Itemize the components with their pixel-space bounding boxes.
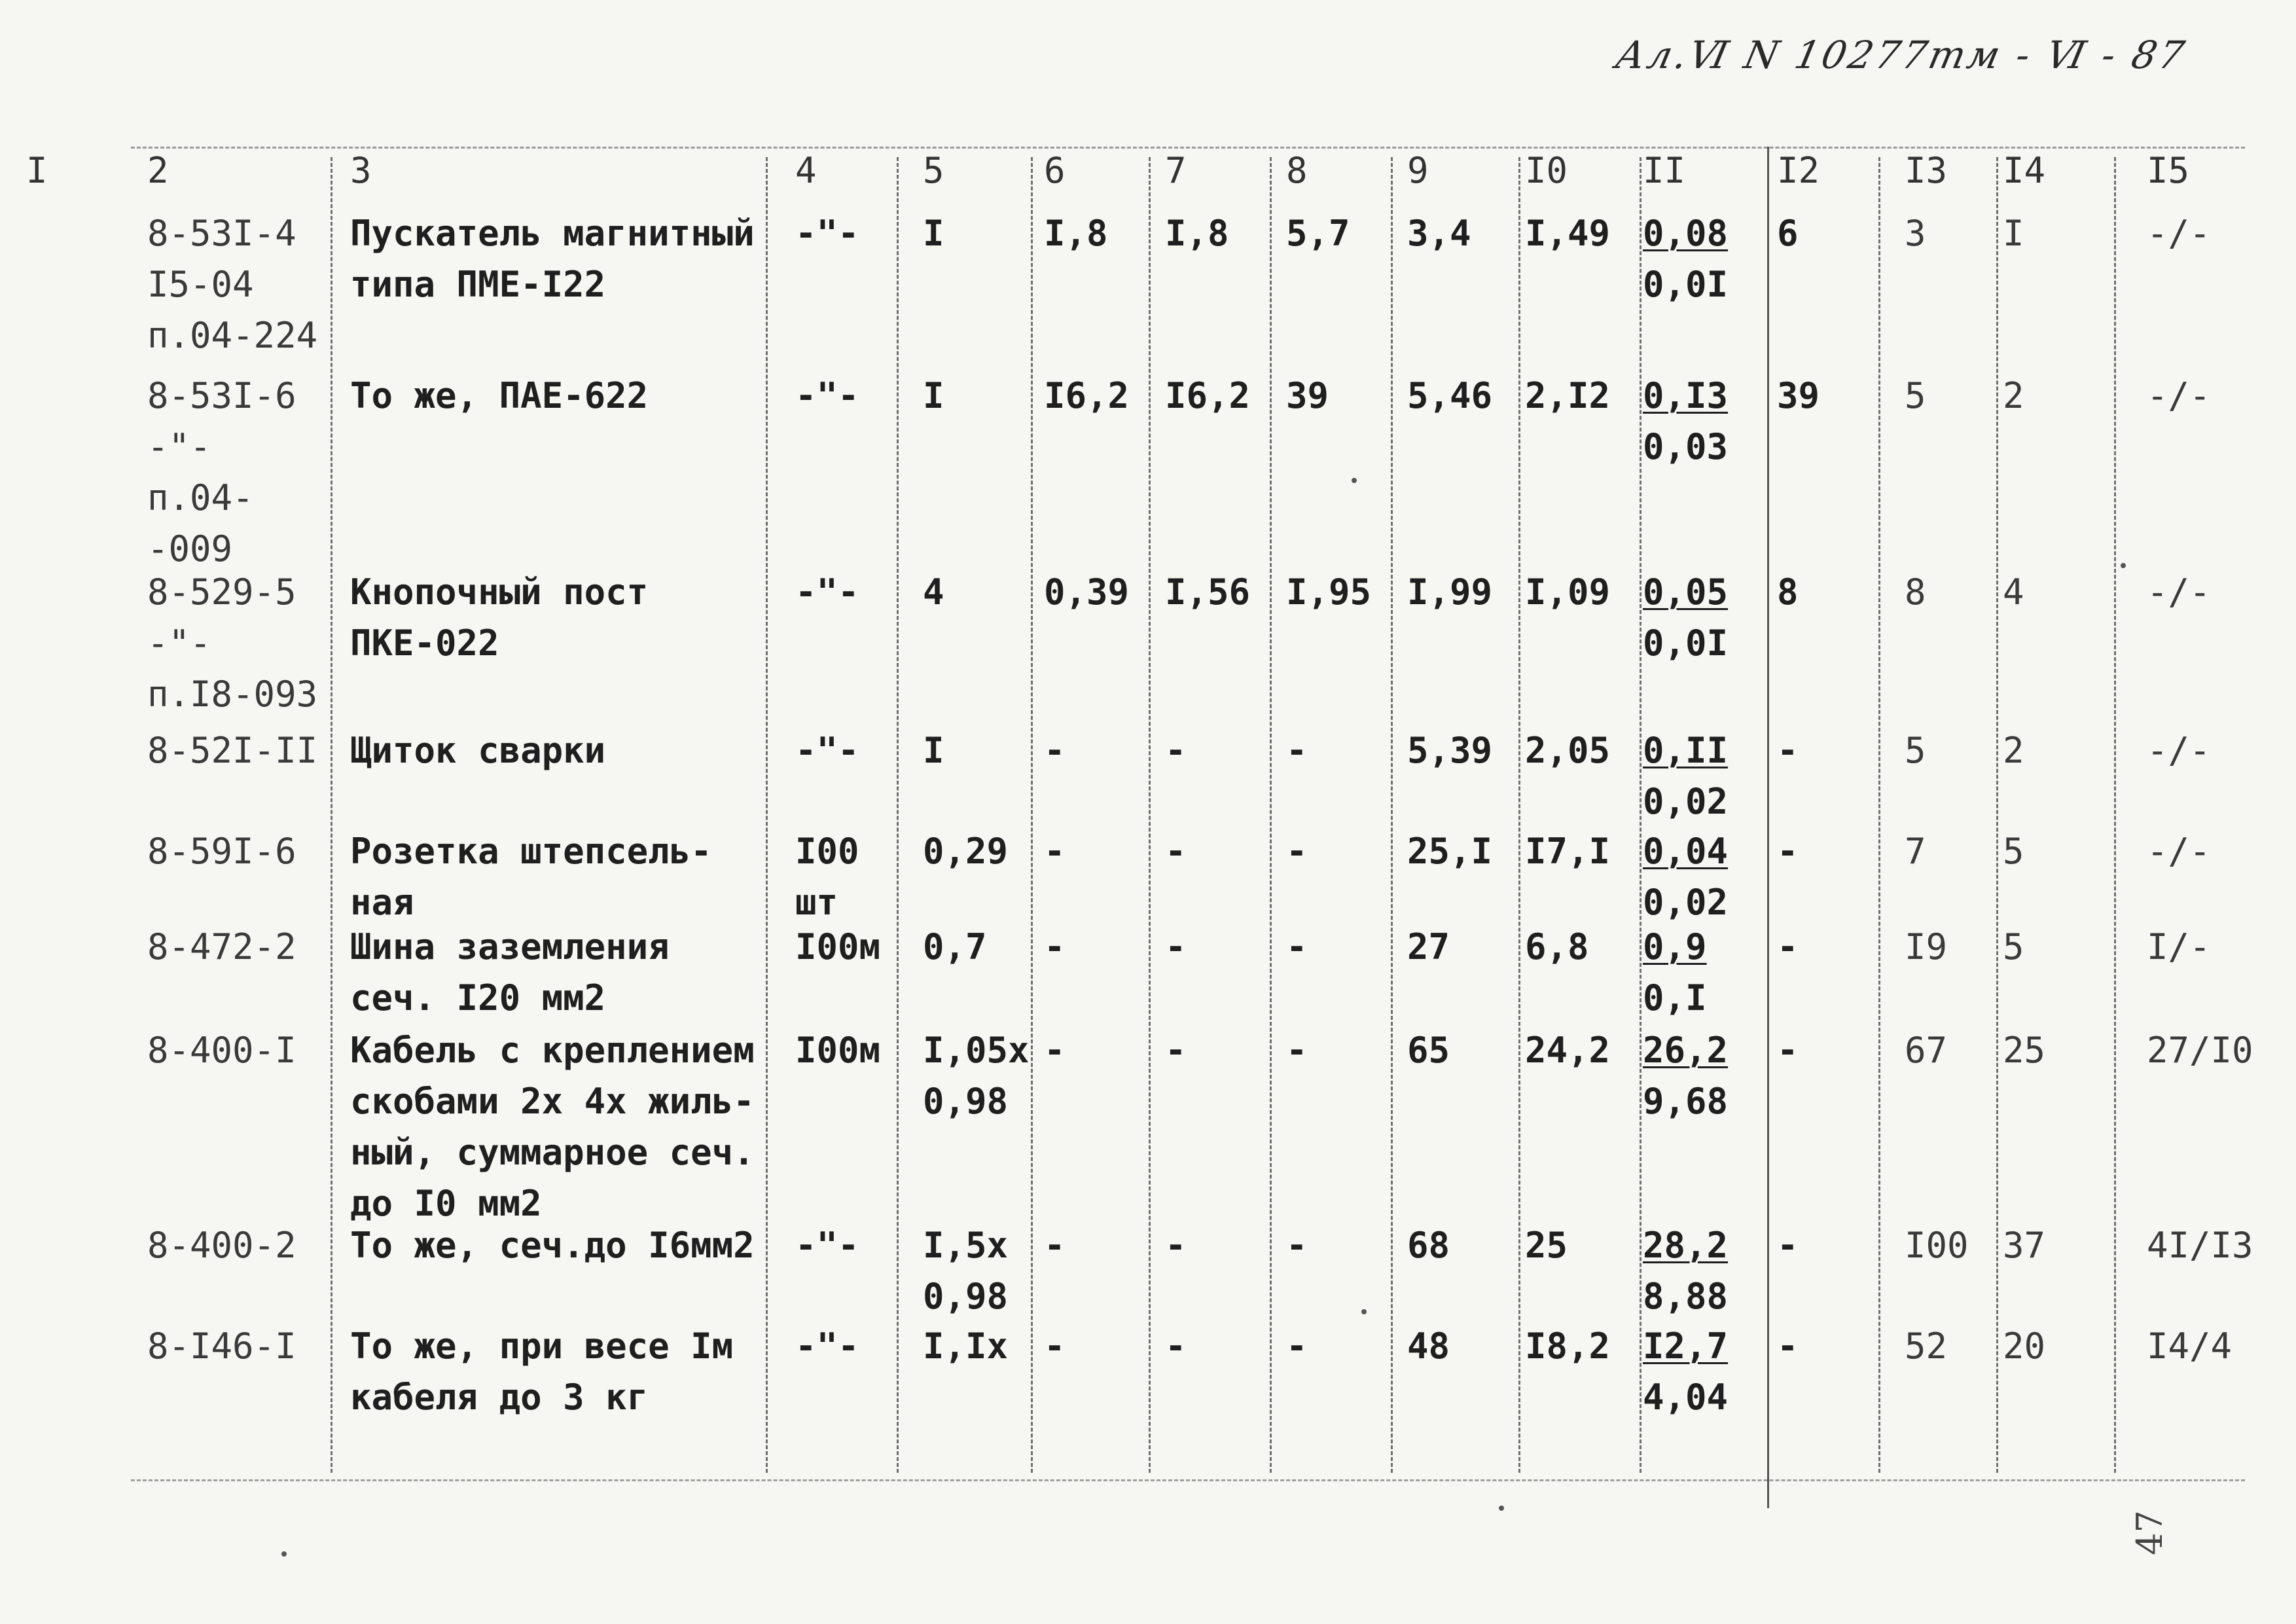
fraction-denominator: 0,I — [1643, 977, 1707, 1019]
table-bottom-rule — [131, 1479, 2245, 1481]
item-name-cell: То же, сеч.до I6мм2 — [350, 1225, 755, 1266]
column-divider — [1996, 157, 1998, 1473]
cost-cell: 25 — [1525, 1225, 1568, 1266]
rate-code-cell: -"- — [147, 623, 211, 664]
value-cell: I4/4 — [2147, 1326, 2233, 1367]
value-cell: -/- — [2147, 831, 2211, 872]
fraction-denominator: 0,02 — [1643, 781, 1729, 822]
item-name-cell: до I0 мм2 — [350, 1183, 542, 1224]
column-divider — [331, 157, 332, 1473]
unit-cell: -"- — [795, 571, 859, 613]
cost-cell: - — [1286, 1030, 1308, 1071]
item-name-cell: ный, суммарное сеч. — [350, 1132, 755, 1173]
cost-cell: I,8 — [1165, 213, 1229, 254]
cost-cell: - — [1165, 831, 1187, 872]
cost-cell: I,99 — [1407, 571, 1493, 613]
column-divider — [1031, 157, 1033, 1473]
value-cell: 67 — [1905, 1030, 1948, 1071]
value-cell: 7 — [1905, 831, 1926, 872]
cost-cell: - — [1044, 926, 1066, 967]
value-cell: I00 — [1905, 1225, 1969, 1266]
fraction-denominator: 4,04 — [1643, 1377, 1729, 1418]
rate-code-cell: 8-I46-I — [147, 1326, 296, 1367]
cost-cell: 68 — [1407, 1225, 1450, 1266]
item-name-cell: Шина заземления — [350, 926, 670, 967]
fraction-cell — [1643, 567, 1728, 669]
fraction-numerator: 0,I3 — [1643, 375, 1729, 416]
cost-cell: 0,39 — [1044, 571, 1130, 613]
value-cell: - — [1777, 831, 1799, 872]
quantity-cell: I — [923, 730, 944, 771]
fraction-numerator: 28,2 — [1643, 1225, 1729, 1266]
item-name-cell: ная — [350, 882, 414, 923]
value-cell: 3 — [1905, 213, 1926, 254]
item-name-cell: Розетка штепсель- — [350, 831, 712, 872]
column-divider — [1391, 157, 1393, 1473]
cost-cell: - — [1044, 1225, 1066, 1266]
cost-cell: - — [1165, 1326, 1187, 1367]
fraction-denominator: 0,0I — [1643, 623, 1729, 664]
column-header: 8 — [1286, 150, 1308, 191]
value-cell: 20 — [2003, 1326, 2046, 1367]
quantity-cell: 0,98 — [923, 1276, 1009, 1317]
fraction-denominator: 0,02 — [1643, 882, 1729, 923]
column-divider — [1149, 157, 1151, 1473]
scan-speck — [1499, 1506, 1504, 1511]
value-cell: I — [2003, 213, 2024, 254]
fraction-cell — [1643, 208, 1728, 310]
cost-cell: 5,46 — [1407, 375, 1493, 416]
value-cell: 52 — [1905, 1326, 1948, 1367]
rate-code-cell: I5-04 — [147, 264, 254, 305]
column-divider — [1767, 147, 1769, 1508]
cost-cell: 6,8 — [1525, 926, 1589, 967]
rate-code-cell: п.I8-093 — [147, 674, 318, 715]
cost-cell: 65 — [1407, 1030, 1450, 1071]
value-cell: 2 — [2003, 375, 2024, 416]
cost-cell: - — [1286, 730, 1308, 771]
rate-code-cell: 8-53I-4 — [147, 213, 296, 254]
quantity-cell: 4 — [923, 571, 944, 613]
quantity-cell: 0,29 — [923, 831, 1009, 872]
quantity-cell: I — [923, 375, 944, 416]
value-cell: 2 — [2003, 730, 2024, 771]
value-cell: I/- — [2147, 926, 2211, 967]
cost-cell: 5,39 — [1407, 730, 1493, 771]
fraction-cell — [1643, 1220, 1728, 1322]
scan-speck — [1352, 478, 1357, 483]
rate-code-cell: 8-400-2 — [147, 1225, 296, 1266]
item-name-cell: Щиток сварки — [350, 730, 606, 771]
cost-cell: 3,4 — [1407, 213, 1471, 254]
cost-cell: - — [1165, 1225, 1187, 1266]
fraction-numerator: 0,05 — [1643, 571, 1729, 613]
cost-cell: I,09 — [1525, 571, 1611, 613]
value-cell: 8 — [1905, 571, 1926, 613]
cost-cell: 25,I — [1407, 831, 1493, 872]
scan-speck — [1361, 1309, 1367, 1314]
quantity-cell: I — [923, 213, 944, 254]
cost-cell: - — [1165, 730, 1187, 771]
cost-cell: 27 — [1407, 926, 1450, 967]
value-cell: 37 — [2003, 1225, 2046, 1266]
value-cell: -/- — [2147, 730, 2211, 771]
unit-cell: -"- — [795, 1326, 859, 1367]
value-cell: -/- — [2147, 571, 2211, 613]
column-header: I5 — [2147, 150, 2190, 191]
value-cell: -/- — [2147, 375, 2211, 416]
unit-cell: -"- — [795, 730, 859, 771]
item-name-cell: То же, ПАЕ-622 — [350, 375, 649, 416]
cost-cell: I,95 — [1286, 571, 1372, 613]
column-header: 2 — [147, 150, 169, 191]
cost-cell: - — [1286, 1326, 1308, 1367]
item-name-cell: Кнопочный пост — [350, 571, 649, 613]
quantity-cell: 0,98 — [923, 1081, 1009, 1122]
page-number-mark: 47 — [2128, 1510, 2170, 1555]
cost-cell: I6,2 — [1044, 375, 1130, 416]
fraction-numerator: 26,2 — [1643, 1030, 1729, 1071]
fraction-numerator: I2,7 — [1643, 1326, 1729, 1367]
item-name-cell: сеч. I20 мм2 — [350, 977, 606, 1019]
quantity-cell: I,Iх — [923, 1326, 1009, 1367]
cost-cell: I6,2 — [1165, 375, 1251, 416]
value-cell: 8 — [1777, 571, 1799, 613]
value-cell: - — [1777, 926, 1799, 967]
fraction-numerator: 0,08 — [1643, 213, 1729, 254]
cost-cell: - — [1044, 831, 1066, 872]
fraction-cell — [1643, 1025, 1728, 1127]
column-header: I3 — [1905, 150, 1948, 191]
value-cell: 6 — [1777, 213, 1799, 254]
fraction-numerator: 0,04 — [1643, 831, 1729, 872]
item-name-cell: кабеля до 3 кг — [350, 1377, 649, 1418]
scan-speck — [281, 1551, 287, 1557]
column-header: 3 — [350, 150, 372, 191]
column-divider — [1270, 157, 1272, 1473]
column-divider — [2114, 157, 2116, 1473]
rate-code-cell: 8-529-5 — [147, 571, 296, 613]
fraction-numerator: 0,II — [1643, 730, 1729, 771]
rate-code-cell: п.04-224 — [147, 315, 318, 356]
quantity-cell: I,5х — [923, 1225, 1009, 1266]
column-header: 7 — [1165, 150, 1187, 191]
value-cell: 27/I0 — [2147, 1030, 2253, 1071]
column-header: 6 — [1044, 150, 1066, 191]
value-cell: 5 — [2003, 831, 2024, 872]
cost-cell: - — [1165, 1030, 1187, 1071]
value-cell: - — [1777, 1030, 1799, 1071]
value-cell: I9 — [1905, 926, 1948, 967]
quantity-cell: 0,7 — [923, 926, 987, 967]
unit-cell: -"- — [795, 213, 859, 254]
fraction-denominator: 8,88 — [1643, 1276, 1729, 1317]
cost-cell: I7,I — [1525, 831, 1611, 872]
unit-cell: I00м — [795, 1030, 881, 1071]
fraction-cell — [1643, 1321, 1728, 1423]
column-header: I — [26, 150, 48, 191]
value-cell: - — [1777, 730, 1799, 771]
item-name-cell: То же, при весе Iм — [350, 1326, 734, 1367]
column-header: 9 — [1407, 150, 1429, 191]
item-name-cell: ПКЕ-022 — [350, 623, 499, 664]
item-name-cell: Пускатель магнитный — [350, 213, 755, 254]
value-cell: - — [1777, 1225, 1799, 1266]
scan-speck — [2121, 563, 2126, 568]
cost-cell: 5,7 — [1286, 213, 1350, 254]
unit-cell: I00 — [795, 831, 859, 872]
cost-cell: 2,I2 — [1525, 375, 1611, 416]
rate-code-cell: 8-53I-6 — [147, 375, 296, 416]
column-divider — [766, 157, 768, 1473]
rate-code-cell: п.04- — [147, 477, 254, 518]
cost-cell: I8,2 — [1525, 1326, 1611, 1367]
cost-cell: - — [1044, 730, 1066, 771]
value-cell: 5 — [2003, 926, 2024, 967]
cost-cell: - — [1286, 1225, 1308, 1266]
cost-cell: I,49 — [1525, 213, 1611, 254]
cost-cell: - — [1044, 1326, 1066, 1367]
column-header: I0 — [1525, 150, 1568, 191]
cost-cell: I,8 — [1044, 213, 1108, 254]
fraction-denominator: 9,68 — [1643, 1081, 1729, 1122]
item-name-cell: скобами 2х 4х жиль- — [350, 1081, 755, 1122]
fraction-cell — [1643, 725, 1728, 827]
item-name-cell: Кабель с креплением — [350, 1030, 755, 1071]
cost-cell: - — [1044, 1030, 1066, 1071]
rate-code-cell: 8-472-2 — [147, 926, 296, 967]
cost-cell: 39 — [1286, 375, 1329, 416]
fraction-denominator: 0,0I — [1643, 264, 1729, 305]
unit-cell: I00м — [795, 926, 881, 967]
unit-cell: -"- — [795, 375, 859, 416]
value-cell: 5 — [1905, 730, 1926, 771]
value-cell: 4 — [2003, 571, 2024, 613]
value-cell: 39 — [1777, 375, 1820, 416]
column-header: 4 — [795, 150, 817, 191]
cost-cell: 24,2 — [1525, 1030, 1611, 1071]
item-name-cell: типа ПМЕ-I22 — [350, 264, 606, 305]
rate-code-cell: -009 — [147, 528, 233, 569]
cost-cell: 48 — [1407, 1326, 1450, 1367]
column-header: II — [1643, 150, 1686, 191]
handwritten-document-number: Ал.Ⅵ N 10277тм - Ⅵ - 87 — [1611, 33, 2191, 77]
column-header: 5 — [923, 150, 944, 191]
rate-code-cell: -"- — [147, 426, 211, 467]
column-header: I2 — [1777, 150, 1820, 191]
fraction-numerator: 0,9 — [1643, 926, 1707, 967]
cost-cell: - — [1286, 831, 1308, 872]
quantity-cell: I,05х — [923, 1030, 1030, 1071]
cost-cell: - — [1286, 926, 1308, 967]
column-divider — [897, 157, 899, 1473]
fraction-cell — [1643, 370, 1728, 473]
rate-code-cell: 8-52I-II — [147, 730, 318, 771]
fraction-cell — [1643, 826, 1728, 928]
cost-cell: - — [1165, 926, 1187, 967]
cost-cell: 2,05 — [1525, 730, 1611, 771]
column-header: I4 — [2003, 150, 2046, 191]
value-cell: -/- — [2147, 213, 2211, 254]
cost-cell: I,56 — [1165, 571, 1251, 613]
value-cell: 5 — [1905, 375, 1926, 416]
value-cell: 4I/I3 — [2147, 1225, 2253, 1266]
fraction-denominator: 0,03 — [1643, 426, 1729, 467]
column-divider — [1518, 157, 1520, 1473]
column-divider — [1640, 157, 1641, 1473]
value-cell: 25 — [2003, 1030, 2046, 1071]
value-cell: - — [1777, 1326, 1799, 1367]
unit-cell: -"- — [795, 1225, 859, 1266]
unit-cell: шт — [795, 882, 838, 923]
fraction-cell — [1643, 922, 1707, 1024]
rate-code-cell: 8-400-I — [147, 1030, 296, 1071]
column-divider — [1878, 157, 1880, 1473]
rate-code-cell: 8-59I-6 — [147, 831, 296, 872]
